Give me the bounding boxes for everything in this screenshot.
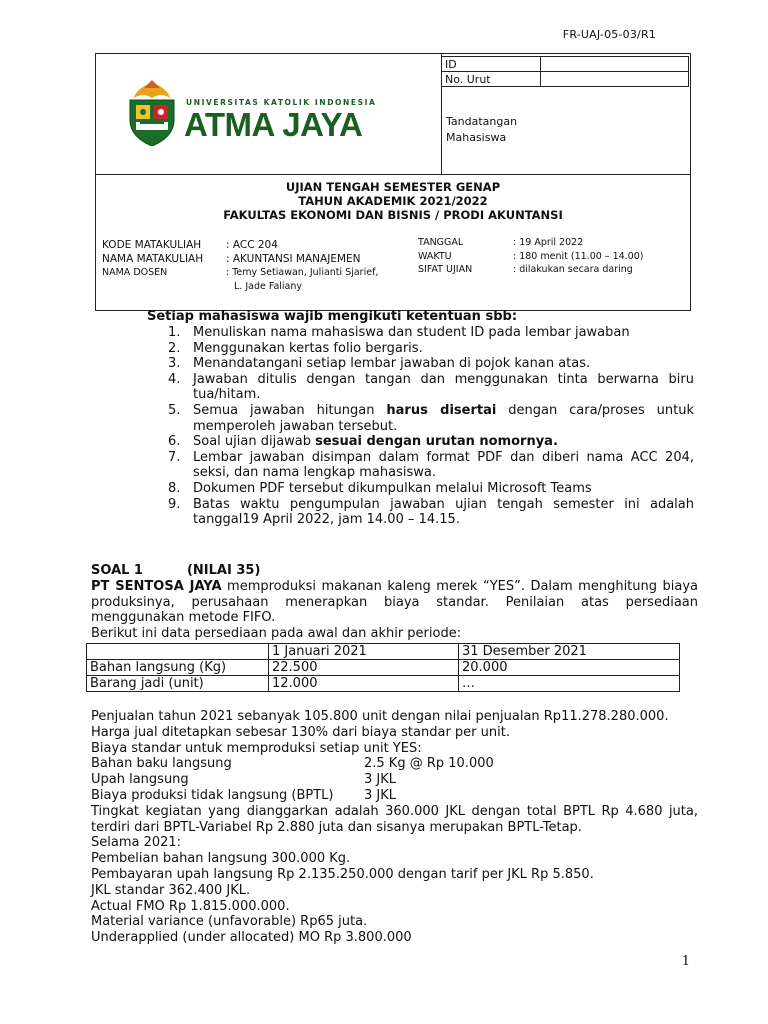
standard-cost-row: Upah langsung 3 JKL <box>91 772 397 788</box>
waktu-label: WAKTU <box>418 250 452 262</box>
header-divider <box>96 174 690 175</box>
during-heading: Selama 2021: <box>91 835 182 851</box>
list-item: 5. Semua jawaban hitungan harus disertai dengan cara/proses untuk memperoleh jawaban tersebut. <box>168 402 694 434</box>
course-info <box>102 238 378 294</box>
dosen-value-2: L. Jade Faliany <box>234 281 303 292</box>
detail-line: Actual FMO Rp 1.815.000.000. <box>91 898 290 914</box>
standard-cost-row: Bahan baku langsung 2.5 Kg @ Rp 10.000 <box>91 756 494 772</box>
table-row: Bahan langsung (Kg) 22.500 20.000 <box>87 660 680 676</box>
kode-value: : ACC 204 <box>226 239 278 251</box>
schedule-info <box>418 236 643 277</box>
question-heading: SOAL 1 <box>91 563 143 578</box>
standard-cost-row: Biaya produksi tidak langsung (BPTL) 3 JKL <box>91 787 397 803</box>
crest-icon <box>124 80 180 146</box>
rules-list <box>168 325 694 528</box>
dosen-value: : Temy Setiawan, Julianti Sjarief, <box>226 267 379 278</box>
table-intro: Berikut ini data persediaan pada awal dan akhir periode: <box>91 626 462 642</box>
question-details <box>91 709 698 946</box>
table-header-row: 1 Januari 2021 31 Desember 2021 <box>87 644 680 660</box>
dosen-label: NAMA DOSEN <box>102 267 168 278</box>
id-field[interactable] <box>541 57 689 72</box>
sales-text: Penjualan tahun 2021 sebanyak 105.800 unit dengan nilai penjualan Rp11.278.280.000. <box>91 709 669 724</box>
signature-label: Tandatangan Mahasiswa <box>446 115 518 144</box>
rules-heading: Setiap mahasiswa wajib mengikuti ketentuan sbb: <box>147 309 518 324</box>
nama-label: NAMA MATAKULIAH <box>102 253 204 265</box>
id-box <box>441 56 689 87</box>
tanggal-label: TANGGAL <box>418 237 464 248</box>
no-urut-field[interactable] <box>541 72 689 87</box>
list-item: 1. Menuliskan nama mahasiswa dan student ID pada lembar jawaban <box>168 325 630 340</box>
capacity-text: Tingkat kegiatan yang dianggarkan adalah 360.000 JKL dengan total BPTL Rp 4.680 juta, terdiri dari BPTL-Variabel Rp 2.880 juta dan sisanya merupakan BPTL-Tetap. <box>91 803 698 835</box>
list-item: 6. Soal ujian dijawab sesuai dengan urutan nomornya. <box>168 434 558 450</box>
list-item: 2. Menggunakan kertas folio bergaris. <box>168 340 423 356</box>
detail-line: Pembelian bahan langsung 300.000 Kg. <box>91 851 351 867</box>
kode-label: KODE MATAKULIAH <box>102 239 202 251</box>
id-label: ID <box>442 57 541 72</box>
price-text: Harga jual ditetapkan sebesar 130% dari biaya standar per unit. <box>91 724 510 740</box>
standard-cost-heading: Biaya standar untuk memproduksi setiap unit YES: <box>91 740 422 756</box>
list-item: 8. Dokumen PDF tersebut dikumpulkan melalui Microsoft Teams <box>168 480 592 496</box>
detail-line: Underapplied (under allocated) MO Rp 3.800.000 <box>91 930 412 946</box>
tanggal-value: : 19 April 2022 <box>513 237 584 248</box>
question-intro <box>91 563 698 642</box>
list-item: 7. Lembar jawaban disimpan dalam format PDF dan diberi nama ACC 204, seksi, dan nama lengkap mahasiswa. <box>168 449 694 481</box>
brand-name: ATMA JAYA <box>184 106 363 143</box>
list-item: 3. Menandatangani setiap lembar jawaban di pojok kanan atas. <box>168 356 591 372</box>
company-name: PT SENTOSA JAYA <box>91 578 222 594</box>
document-code: FR-UAJ-05-03/R1 <box>562 28 656 41</box>
detail-line: Material variance (unfavorable) Rp65 juta. <box>91 914 368 930</box>
detail-line: Pembayaran upah langsung Rp 2.135.250.000 dengan tarif per JKL Rp 5.850. <box>91 866 594 882</box>
nama-value: : AKUNTANSI MANAJEMEN <box>226 253 361 265</box>
sifat-label: SIFAT UJIAN <box>418 264 473 275</box>
detail-line: JKL standar 362.400 JKL. <box>91 882 251 898</box>
waktu-value: : 180 menit (11.00 – 14.00) <box>513 250 644 262</box>
university-logo <box>124 80 394 150</box>
question-score: (NILAI 35) <box>186 563 261 578</box>
question-text: memproduksi makanan kaleng merek “YES”. Dalam menghitung biaya produksinya, perusahaan menerapkan biaya standar. Penilaian atas persediaan menggunakan metode FIFO. <box>91 578 698 626</box>
list-item: 4. Jawaban ditulis dengan tangan dan menggunakan tinta berwarna biru tua/hitam. <box>168 371 694 403</box>
page-number: 1 <box>681 954 690 969</box>
table-row: Barang jadi (unit) 12.000 … <box>87 676 680 692</box>
list-item: 9. Batas waktu pengumpulan jawaban ujian tengah semester ini adalah tanggal19 April 2022, jam 14.00 – 14.15. <box>168 496 694 528</box>
exam-title: UJIAN TENGAH SEMESTER GENAP TAHUN AKADEMIK 2021/2022 FAKULTAS EKONOMI DAN BISNIS / PRODI AKUNTANSI <box>223 180 563 222</box>
no-urut-label: No. Urut <box>442 72 541 87</box>
university-name: UNIVERSITAS KATOLIK INDONESIA <box>186 98 377 107</box>
inventory-table <box>86 643 680 692</box>
sifat-value: : dilakukan secara daring <box>513 264 633 275</box>
exam-header-frame <box>95 53 691 311</box>
